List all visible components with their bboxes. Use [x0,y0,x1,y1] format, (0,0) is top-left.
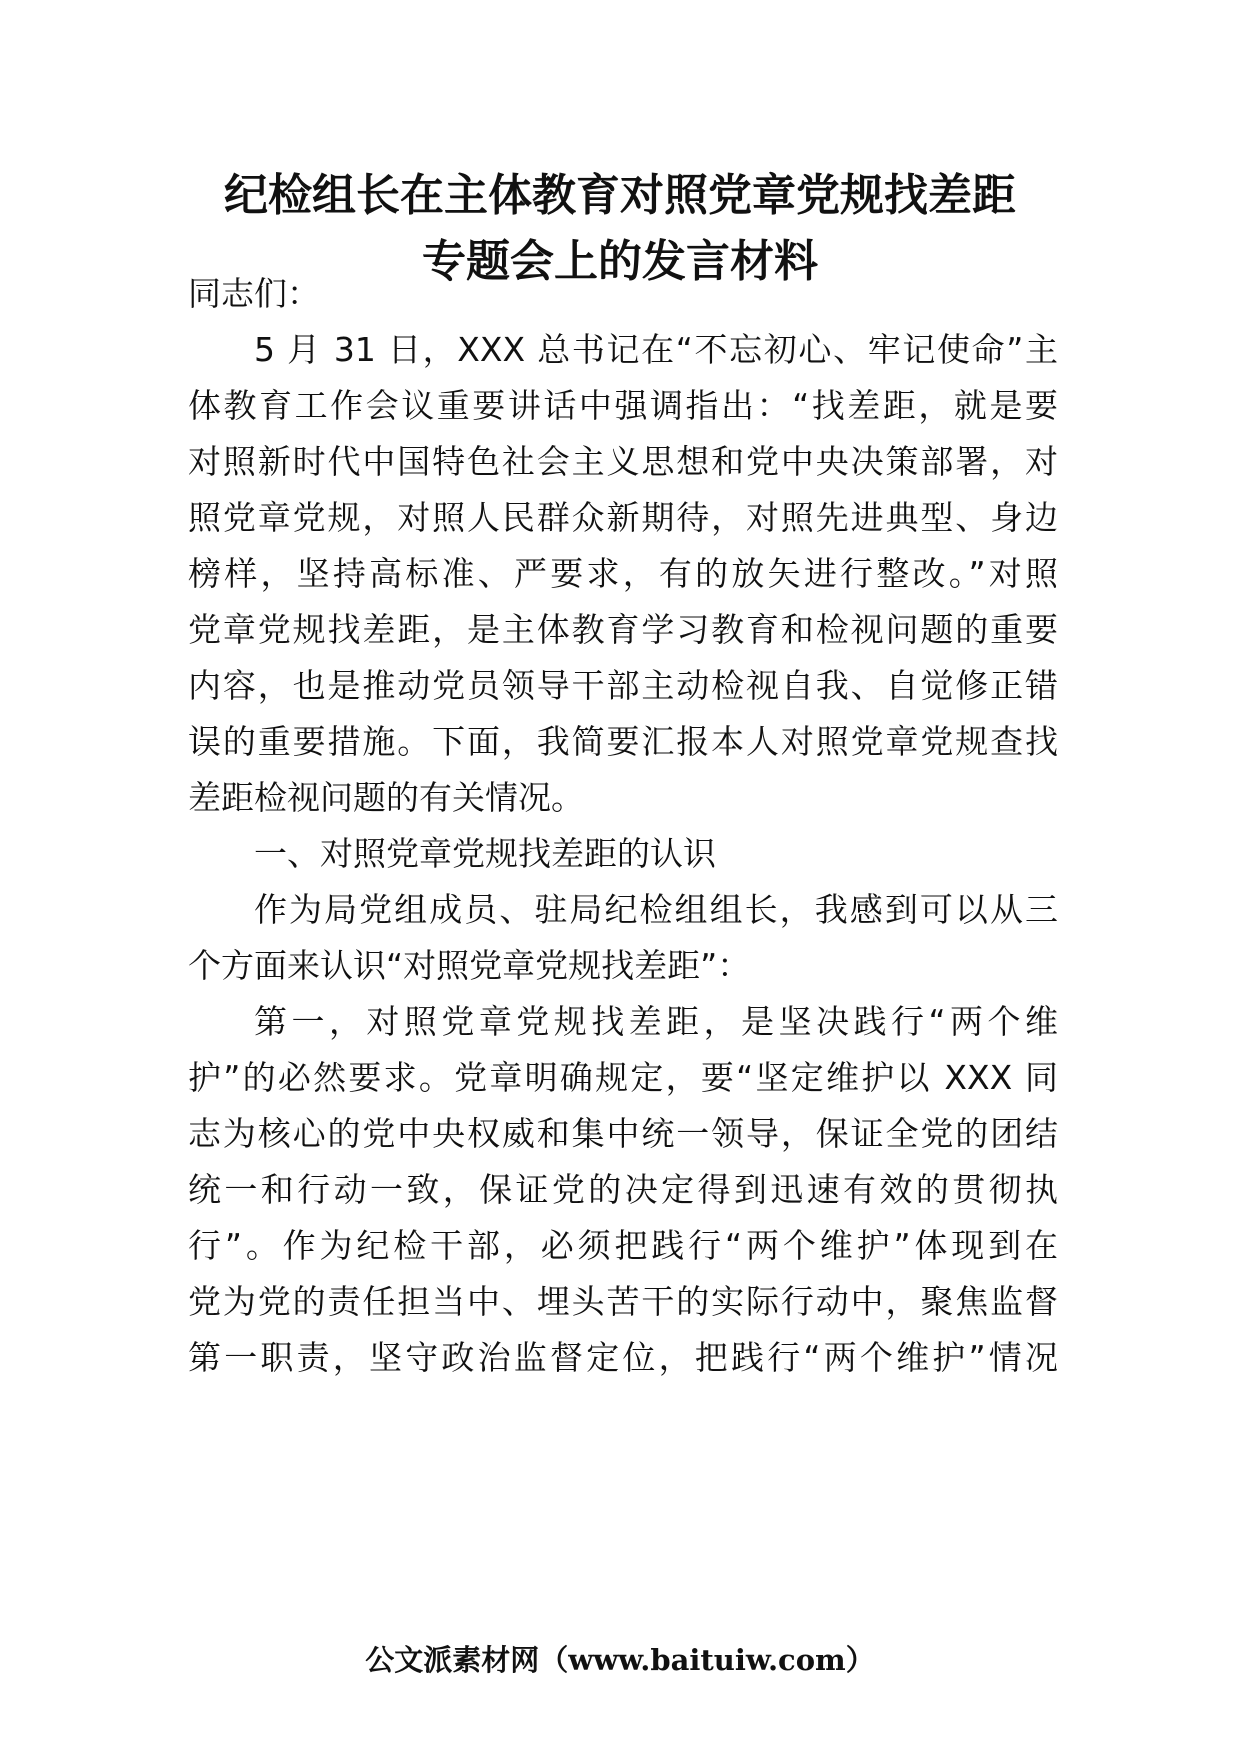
body-line: 党为党的责任担当中、埋头苦干的实际行动中，聚焦监督 [188,1282,1058,1321]
body-line: 个方面来认识“对照党章党规找差距”： [188,946,751,985]
footer-source: 公文派素材网（www.baituiw.com） [365,1643,875,1677]
body-line: 5 月 31 日，XXX 总书记在“不忘初心、牢记使命”主 [254,330,1058,369]
body-line: 作为局党组成员、驻局纪检组组长，我感到可以从三 [254,890,1058,929]
body-line: 差距检视问题的有关情况。 [188,778,584,817]
salutation: 同志们： [188,274,320,313]
body-line: 对照新时代中国特色社会主义思想和党中央决策部署，对 [188,442,1058,481]
body-line: 误的重要措施。下面，我简要汇报本人对照党章党规查找 [188,722,1058,761]
body-line: 内容，也是推动党员领导干部主动检视自我、自觉修正错 [188,666,1058,705]
body-line: 第一，对照党章党规找差距，是坚决践行“两个维 [254,1002,1058,1041]
body-line: 行”。作为纪检干部，必须把践行“两个维护”体现到在 [188,1226,1058,1265]
document-title-line-2: 专题会上的发言材料 [422,236,818,287]
body-line: 榜样，坚持高标准、严要求，有的放矢进行整改。”对照 [188,554,1058,593]
body-line: 第一职责，坚守政治监督定位，把践行“两个维护”情况 [188,1338,1058,1377]
body-line: 党章党规找差距，是主体教育学习教育和检视问题的重要 [188,610,1058,649]
document-title-line-1: 纪检组长在主体教育对照党章党规找差距 [224,170,1016,221]
body-line: 志为核心的党中央权威和集中统一领导，保证全党的团结 [188,1114,1058,1153]
body-line: 护”的必然要求。党章明确规定，要“坚定维护以 XXX 同 [188,1058,1058,1097]
body-line: 统一和行动一致，保证党的决定得到迅速有效的贯彻执 [188,1170,1058,1209]
body-line: 体教育工作会议重要讲话中强调指出：“找差距，就是要 [188,386,1058,425]
section-heading: 一、对照党章党规找差距的认识 [254,834,716,873]
body-line: 照党章党规，对照人民群众新期待，对照先进典型、身边 [188,498,1058,537]
